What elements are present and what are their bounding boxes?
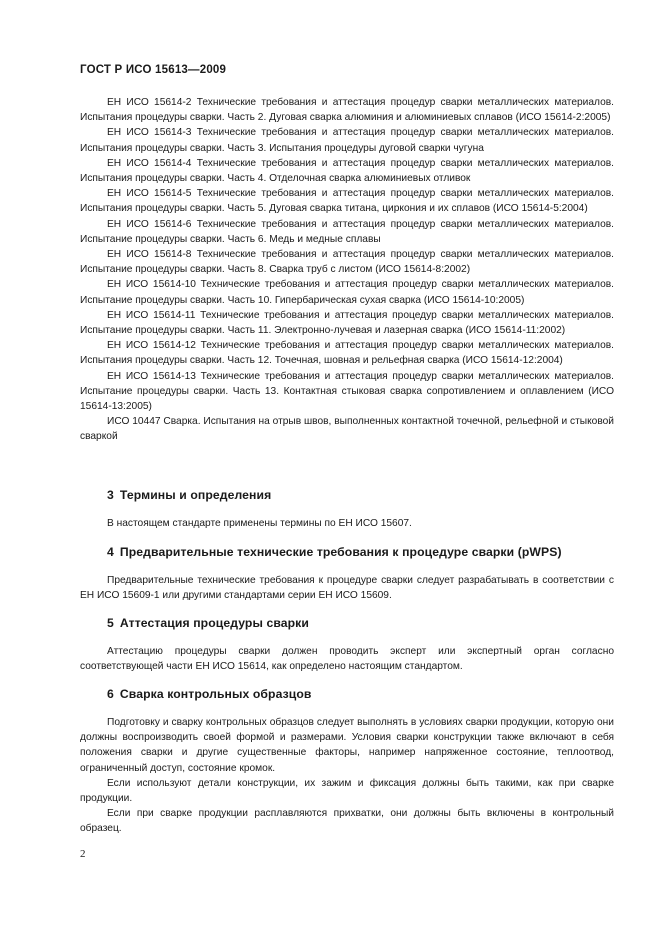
section-title: Предварительные технические требования к процедуре сварки (pWPS)	[119, 545, 562, 559]
page-number: 2	[80, 848, 86, 860]
reference-item: ЕН ИСО 15614-12 Технические требования и аттестация процедур сварки металлических материалов. Испытания процедуры сварки. Часть 12. Точечная, шовная и рельефная сварка (ИСО 15614-12:2004)	[80, 340, 614, 367]
reference-item: ЕН ИСО 15614-8 Технические требования и аттестация процедур сварки металлических материалов. Испытание процедуры сварки. Часть 8. Сварка труб с листом (ИСО 15614-8:2002)	[80, 249, 614, 276]
reference-item: ЕН ИСО 15614-4 Технические требования и аттестация процедур сварки металлических материалов. Испытания процедуры сварки. Часть 4. Отделочная сварка алюминиевых отливок	[80, 157, 614, 185]
page-header-title: ГОСТ Р ИСО 15613—2009	[80, 64, 227, 76]
section-3	[80, 488, 614, 531]
section-paragraph: Если при сварке продукции расплавляются прихватки, они должны быть включены в контрольный образец.	[80, 808, 614, 835]
section-number: 3	[107, 488, 114, 502]
reference-item: ЕН ИСО 15614-5 Технические требования и аттестация процедур сварки металлических материалов. Испытания процедуры сварки. Часть 5. Дуговая сварка титана, циркония и их сплавов (ИСО 15614-5:2004)	[80, 188, 614, 215]
reference-item: ИСО 10447 Сварка. Испытания на отрыв швов, выполненных контактной точечной, рельефной и стыковой сваркой	[80, 416, 614, 443]
reference-item: ЕН ИСО 15614-3 Технические требования и аттестация процедур сварки металлических материалов. Испытания процедуры сварки. Часть 3. Испытания процедуры дуговой сварки чугуна	[80, 127, 614, 154]
reference-item: ЕН ИСО 15614-13 Технические требования и аттестация процедур сварки металлических материалов. Испытание процедуры сварки. Часть 13. Контактная стыковая сварка сопротивлением и оплавлением (ИСО 15614-13:2005)	[80, 370, 614, 413]
section-title: Сварка контрольных образцов	[119, 687, 312, 701]
section-heading	[80, 545, 614, 559]
reference-item: ЕН ИСО 15614-11 Технические требования и аттестация процедур сварки металлических материалов. Испытание процедуры сварки. Часть 11. Электронно-лучевая и лазерная сварка (ИСО 15614-11:2002)	[80, 309, 614, 337]
section-heading	[80, 488, 614, 502]
section-number: 4	[107, 545, 114, 559]
section-4	[80, 545, 614, 603]
section-paragraph: Аттестацию процедуры сварки должен проводить эксперт или экспертный орган согласно соответствующей части ЕН ИСО 15614, как определено настоящим стандартом.	[80, 646, 614, 673]
section-heading	[80, 687, 614, 701]
reference-item: ЕН ИСО 15614-10 Технические требования и аттестация процедур сварки металлических материалов. Испытание процедуры сварки. Часть 10. Гипербарическая сухая сварка (ИСО 15614-10:2005)	[80, 279, 614, 306]
section-paragraph: Подготовку и сварку контрольных образцов следует выполнять в условиях сварки продукции, которую они должны воспроизводить своей формой и размерами. Условия сварки конструкции также включают в себя положения сварки и другие существенные факторы, например напряженное состояние, теплоотвод, ограниченный доступ, состояние кромок.	[80, 717, 614, 774]
section-paragraph: Предварительные технические требования к процедуре сварки следует разрабатывать в соответствии с ЕН ИСО 15609-1 или другими стандартами серии ЕН ИСО 15609.	[80, 575, 614, 602]
section-5	[80, 616, 614, 674]
section-title: Термины и определения	[119, 488, 272, 502]
section-number: 6	[107, 687, 114, 701]
section-6	[80, 687, 614, 837]
section-paragraph: Если используют детали конструкции, их зажим и фиксация должны быть такими, как при сварке продукции.	[80, 777, 614, 805]
section-number: 5	[107, 616, 114, 630]
reference-item: ЕН ИСО 15614-2 Технические требования и аттестация процедур сварки металлических материалов. Испытания процедуры сварки. Часть 2. Дуговая сварка алюминия и алюминиевых сплавов (ИСО 15614-2:2005)	[80, 97, 614, 124]
section-title: Аттестация процедуры сварки	[119, 616, 309, 630]
section-paragraph: В настоящем стандарте применены термины по ЕН ИСО 15607.	[107, 518, 412, 529]
normative-references-list	[80, 95, 614, 445]
section-heading	[80, 616, 614, 630]
reference-item: ЕН ИСО 15614-6 Технические требования и аттестация процедур сварки металлических материалов. Испытание процедуры сварки. Часть 6. Медь и медные сплавы	[80, 218, 614, 245]
